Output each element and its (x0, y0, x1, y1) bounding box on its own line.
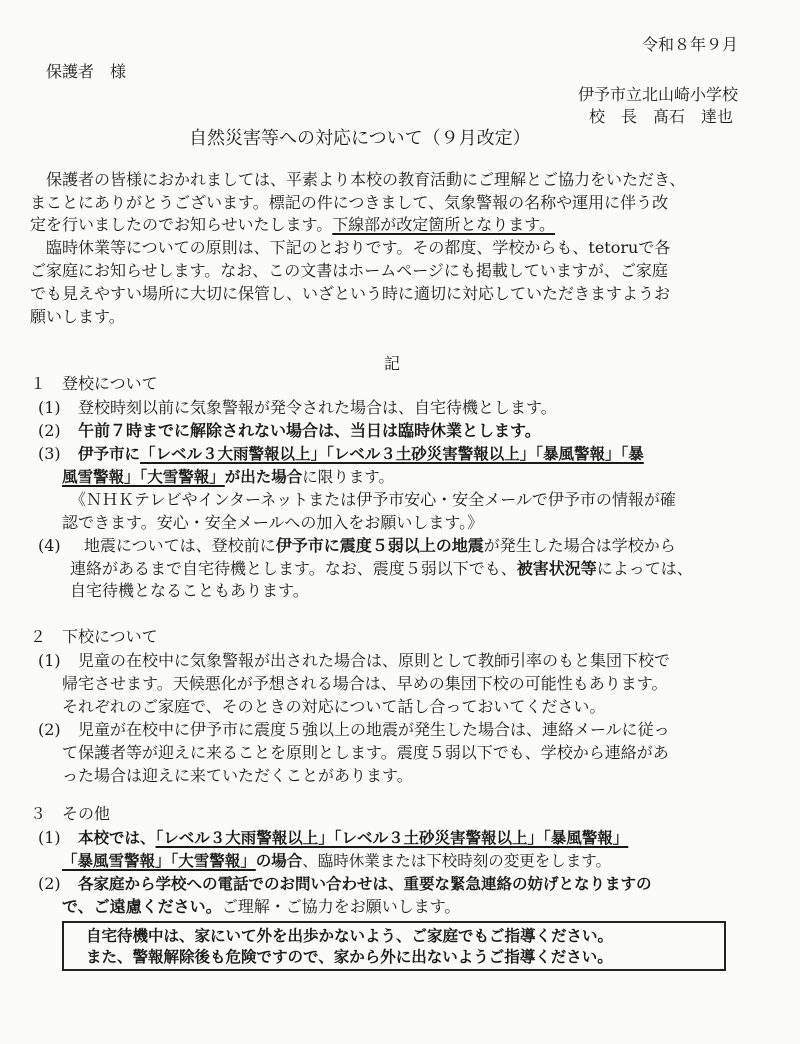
item-number: (2) (38, 421, 61, 440)
intro-text: 定を行いましたのでお知らせいたします。 (30, 215, 333, 234)
item-text: 午前７時までに解除されない場合は、当日は臨時休業とします。 (78, 421, 541, 440)
ki-heading: 記 (384, 354, 401, 373)
item-text: それぞれのご家庭で、そのときの対応について話し合っておいてください。 (62, 697, 606, 716)
item-text: 《ＮＨＫテレビやインターネットまたは伊予市安心・安全メールで伊予市の情報が確 (70, 490, 676, 509)
item-number: (1) (38, 828, 61, 847)
principal-name: 校 長 髙石 達也 (589, 107, 734, 126)
school-name: 伊予市立北山崎小学校 (578, 85, 739, 104)
text: が発生した場合は学校から (483, 536, 676, 555)
item-text: 認できます。安心・安全メールへの加入をお願いします。》 (62, 513, 484, 532)
item-text: 帰宅させます。天候悪化が予想される場合は、早めの集団下校の可能性もあります。 (62, 674, 668, 693)
text-bold: が出た場合 (224, 468, 303, 486)
item-text (78, 443, 644, 465)
intro-line: ご家庭にお知らせします。なお、この文書はホームページにも掲載していますが、ご家庭 (30, 261, 668, 280)
intro-line: 臨時休業等についての原則は、下記のとおりです。その都度、学校からも、tetoruで各 (46, 238, 671, 257)
warning-list: 「暴風雪警報」「大雪警報」 (62, 852, 256, 870)
text-bold: 伊予市に (78, 445, 141, 463)
document-title: 自然災害等への対応について（９月改定） (189, 128, 531, 149)
item-text: 児童が在校中に伊予市に震度５強以上の地震が発生した場合は、連絡メールに従っ (78, 720, 670, 739)
item-number: (2) (38, 720, 61, 739)
item-number: (1) (38, 398, 61, 417)
home-standby-notice (62, 921, 726, 971)
item-text: った場合は迎えに来ていただくことがあります。 (62, 766, 413, 785)
section-heading: ３ その他 (30, 804, 111, 823)
text-bold: 伊予市に震度５弱以上の地震 (275, 536, 484, 555)
warning-list: 「レベル３大雨警報以上」「レベル３土砂災害警報以上」「暴風警報」「暴 (140, 445, 644, 463)
item-number: (2) (38, 874, 61, 893)
item-text: 児童の在校中に気象警報が出された場合は、原則として教師引率のもと集団下校で (78, 651, 671, 670)
text-bold: で、ご遠慮ください。 (62, 897, 222, 916)
warning-list: 風雪警報」「大雪警報」 (62, 468, 225, 486)
item-text (62, 896, 460, 918)
intro-line: でも見えやすい場所に大切に保管し、いざという時に適切に対応していただきますようお (30, 284, 671, 303)
text: 連絡があるまで自宅待機とします。なお、震度５弱以下でも、 (70, 559, 517, 578)
section-heading: ２ 下校について (30, 627, 158, 646)
text: 地震については、登校前に (84, 536, 276, 555)
text-bold: の場合 (255, 852, 303, 870)
document-date: 令和８年９月 (642, 35, 739, 54)
item-text: て保護者等が迎えに来ることを原則とします。震度５弱以下でも、学校から連絡があ (62, 743, 669, 762)
revision-note: 下線部が改定箇所となります。 (332, 215, 555, 234)
text: によっては、 (596, 559, 693, 578)
intro-line (30, 214, 555, 236)
text: ご理解・ご協力をお願いします。 (221, 897, 461, 916)
item-text: 登校時刻以前に気象警報が発令された場合は、自宅待機とします。 (78, 398, 557, 417)
text: 、臨時休業または下校時刻の変更をします。 (302, 852, 612, 870)
notice-line: また、警報解除後も危険ですので、家から外に出ないようご指導ください。 (86, 948, 613, 966)
text-bold: 被害状況等 (516, 559, 597, 578)
item-text: 自宅待機となることもあります。 (70, 581, 309, 600)
recipient: 保護者 様 (46, 62, 127, 81)
item-text (62, 850, 611, 872)
item-text (78, 827, 628, 849)
item-number: (4) (38, 536, 61, 555)
item-number: (3) (38, 444, 61, 463)
item-text (70, 558, 693, 580)
warning-list: 「レベル３大雨警報以上」「レベル３土砂災害警報以上」「暴風警報」 (155, 829, 629, 847)
item-text (84, 535, 676, 557)
intro-line: まことにありがとうございます。標記の件につきまして、気象警報の名称や運用に伴う改 (30, 193, 669, 212)
section-heading: １ 登校について (30, 374, 158, 393)
intro-line: 保護者の皆様におかれましては、平素より本校の教育活動にご理解とご協力をいただき、 (46, 170, 686, 189)
text-bold: 本校では、 (78, 829, 156, 847)
item-text (62, 466, 394, 488)
item-number: (1) (38, 651, 61, 670)
notice-line: 自宅待機中は、家にいて外を出歩かないよう、ご家庭でもご指導ください。 (86, 927, 614, 945)
text: に限ります。 (302, 468, 395, 486)
intro-line: 願いします。 (30, 307, 125, 326)
item-text: 各家庭から学校への電話でのお問い合わせは、重要な緊急連絡の妨げとなりますの (78, 875, 652, 893)
